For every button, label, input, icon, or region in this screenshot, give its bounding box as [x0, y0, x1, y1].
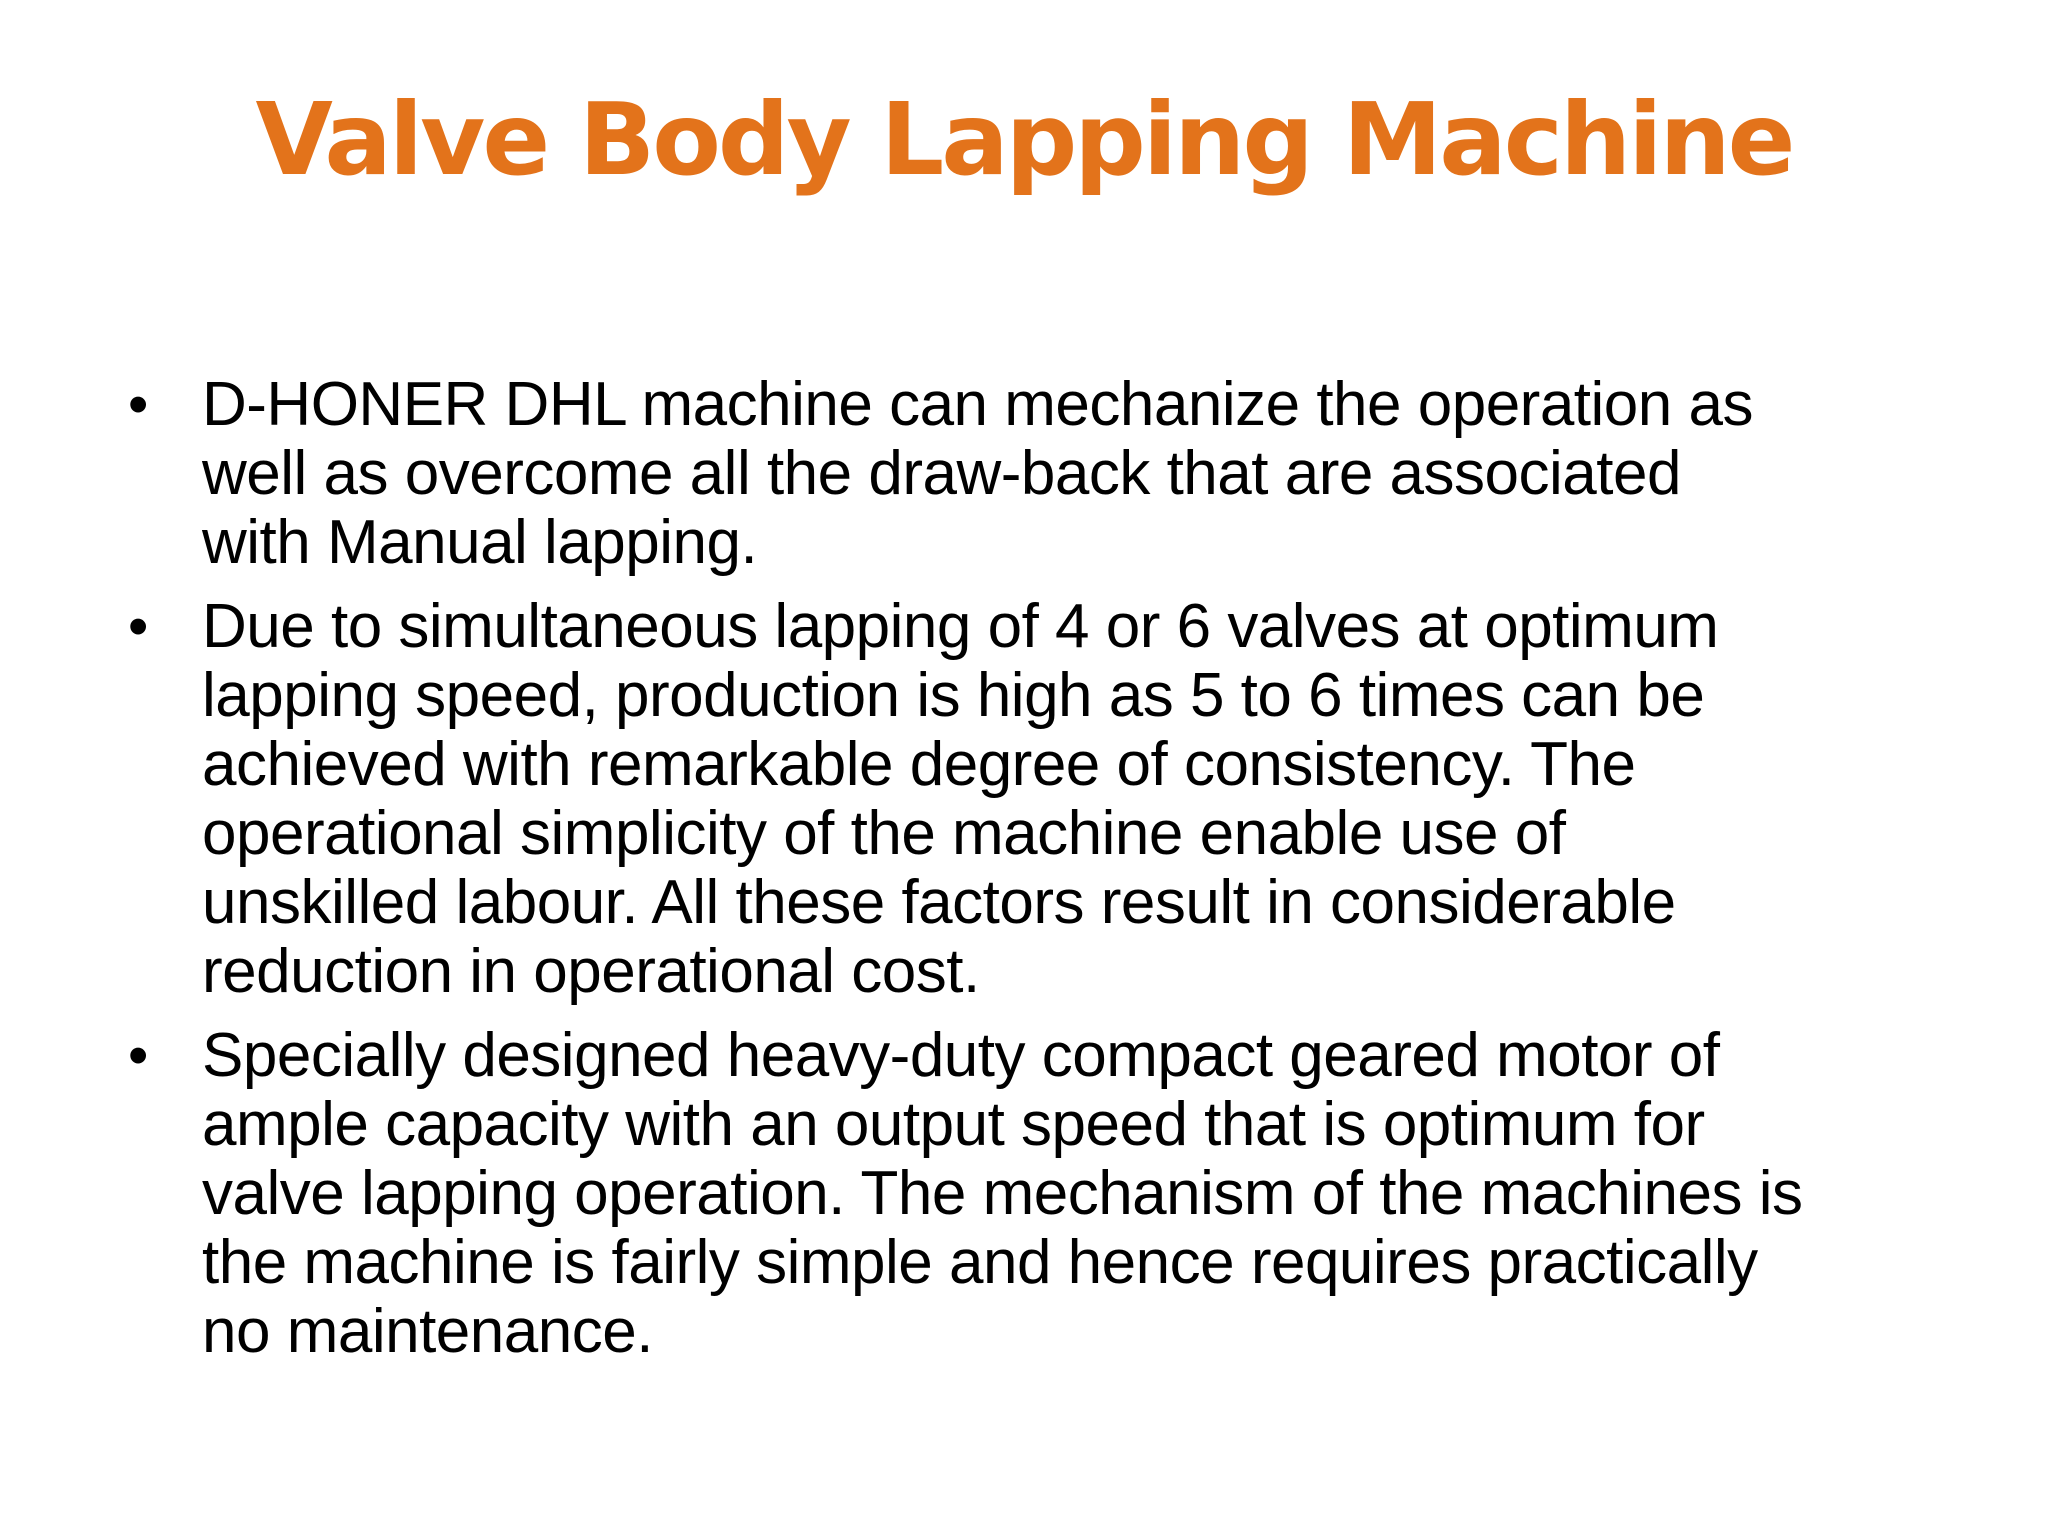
bullet-item — [128, 592, 1928, 1006]
bullet-item — [128, 370, 1928, 577]
bullet-icon: • — [128, 594, 148, 659]
bullet-item — [128, 1021, 1928, 1366]
bullet-list — [128, 370, 1928, 1381]
bullet-text: Due to simultaneous lapping of 4 or 6 valves at optimum lapping speed, production is high as 5 to 6 times can be achieved with remarkable degree of consistency. The operational simplicity of the machine enable use of unskilled labour. All these factors result in considerable reduction in operational cost. — [202, 592, 1719, 1006]
bullet-text: Specially designed heavy-duty compact geared motor of ample capacity with an output speed that is optimum for valve lapping operation. The mechanism of the machines is the machine is fairly simple and hence requires practically no maintenance. — [202, 1021, 1803, 1366]
bullet-icon: • — [128, 372, 148, 437]
slide-title: Valve Body Lapping Machine — [255, 81, 1793, 198]
bullet-icon: • — [128, 1023, 148, 1088]
bullet-text: D-HONER DHL machine can mechanize the operation as well as overcome all the draw-back that are associated with Manual lapping. — [202, 370, 1753, 577]
